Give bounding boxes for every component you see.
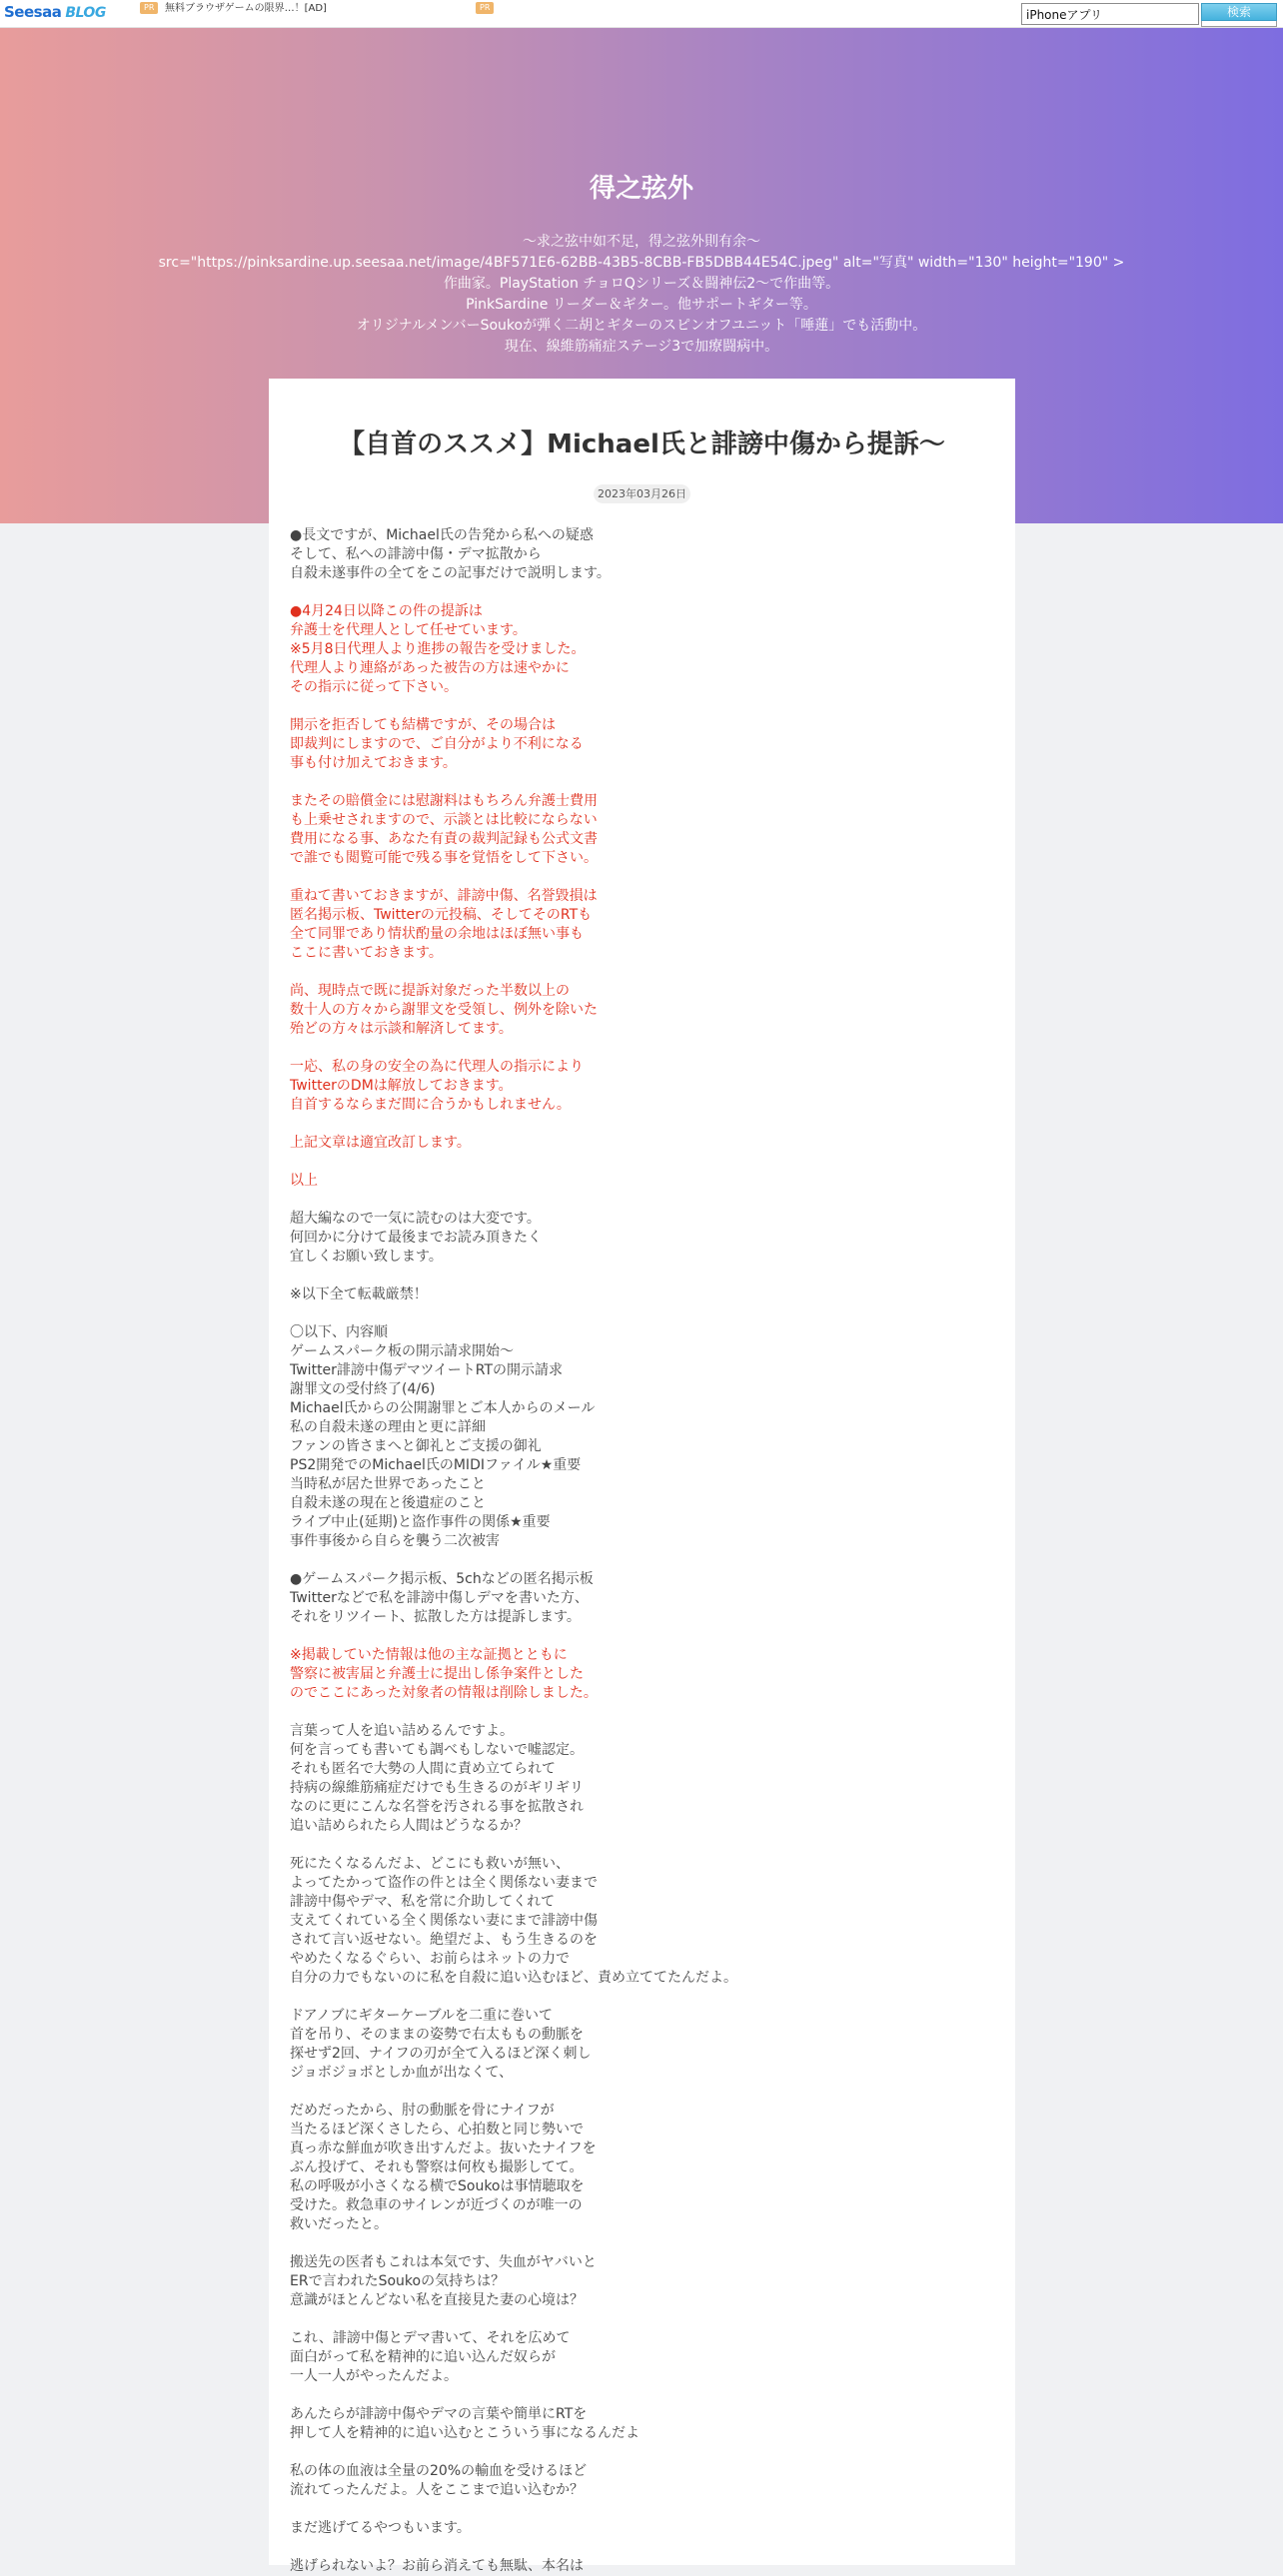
article-text-line: 受けた。救急車のサイレンが近づくのが唯一の — [290, 2197, 583, 2213]
article-text-line: 私の呼吸が小さくなる横でSoukoは事情聴取を — [290, 2178, 585, 2194]
article-text-line: 流れてったんだよ。人をここまで追い込むか？ — [290, 2482, 584, 2498]
article-text-line: だめだったから、肘の動脈を骨にナイフが — [290, 2103, 555, 2119]
article-text-line: まだ逃げてるやつもいます。 — [290, 2520, 471, 2536]
article-text-line: ●長文ですが、Michael氏の告発から私への疑惑 — [290, 527, 594, 543]
article-text-line: 持病の線維筋痛症だけでも生きるのがギリギリ — [290, 1780, 584, 1796]
paragraph-break — [290, 868, 989, 887]
article-text-line: ジョボジョボとしか血が出なくて、 — [290, 2065, 514, 2081]
article-text-line: 何を言っても書いても調べもしないで嘘認定。 — [290, 1742, 584, 1758]
article-text-line: 以上 — [290, 1173, 318, 1189]
paragraph-break — [290, 1115, 989, 1134]
ad-link[interactable]: 無料ブラウザゲームの限界…！[AD] — [165, 3, 327, 14]
paragraph-break — [290, 1988, 989, 2007]
article-text-line: のでここにあった対象者の情報は削除しました。 — [290, 1685, 598, 1701]
article-text-line: よってたかって盗作の件とは全く関係ない妻まで — [290, 1875, 598, 1891]
article-text-line: ●ゲームスパーク掲示板、5chなどの匿名掲示板 — [290, 1571, 594, 1587]
article-text-line: 私の自殺未遂の理由と更に詳細 — [290, 1419, 486, 1435]
article-text-line: それも匿名で大勢の人間に責め立てられて — [290, 1761, 556, 1777]
paragraph-break — [290, 583, 989, 602]
blog-description-line: src="https://pinksardine.up.seesaa.net/image/4BF571E6-62BB-43B5-8CBB-FB5DBB44E54C.jpeg" alt="写真" width="130" height="190" > — [158, 255, 1125, 271]
article-text-line: 搬送先の医者もこれは本気です、失血がヤバいと — [290, 2254, 597, 2270]
article-text-line: 自殺未遂事件の全てをこの記事だけで説明します。 — [290, 565, 611, 581]
article-text-line: ドアノブにギターケーブルを二重に巻いて — [290, 2008, 554, 2024]
logo-main-text: Seesaa — [4, 3, 62, 21]
article-text-line: 自殺未遂の現在と後遺症のこと — [290, 1495, 486, 1511]
paragraph-break — [290, 1039, 989, 1058]
paragraph-break — [290, 1153, 989, 1172]
logo-sub-text: BLOG — [65, 5, 106, 21]
paragraph-break — [290, 1836, 989, 1855]
article-text-line: ここに書いておきます。 — [290, 945, 443, 961]
article-text-line: 全て同罪であり情状酌量の余地はほぼ無い事も — [290, 926, 584, 942]
blog-title[interactable]: 得之弦外 — [589, 174, 693, 204]
article-text-line: 警察に被害届と弁護士に提出し係争案件とした — [290, 1666, 584, 1682]
article-title[interactable]: 【自首のススメ】Michael氏と誹謗中傷から提訴〜 — [339, 429, 945, 459]
article-text-line: 追い詰められたら人間はどうなるか？ — [290, 1818, 528, 1834]
article-text-line: 一応、私の身の安全の為に代理人の指示により — [290, 1059, 584, 1075]
article-text-line: 救いだったと。 — [290, 2216, 388, 2232]
article-text-line: それをリツイート、拡散した方は提訴します。 — [290, 1609, 581, 1625]
article-text-line: その指示に従って下さい。 — [290, 679, 458, 695]
article-text-line: 自首するならまだ間に合うかもしれません。 — [290, 1097, 571, 1113]
article-text-line: されて言い返せない。絶望だよ、もう生きるのを — [290, 1932, 598, 1948]
article-text-line: あんたらが誹謗中傷やデマの言葉や簡単にRTを — [290, 2406, 588, 2422]
article-text-line: 尚、現時点で既に提訴対象だった半数以上の — [290, 983, 570, 999]
article-text-line: ぶん投げて、それも警察は何枚も撮影してて。 — [290, 2159, 584, 2175]
search-input[interactable] — [1021, 3, 1199, 25]
article-text-line: 逃げられないよ？お前ら消えても無駄、本名は — [290, 2558, 584, 2574]
article-text-line: またその賠償金には慰謝料はもちろん弁護士費用 — [290, 793, 598, 809]
article-text-line: なのに更にこんな名誉を汚される事を拡散され — [290, 1799, 584, 1815]
paragraph-break — [290, 1191, 989, 1210]
article-text-line: で誰でも閲覧可能で残る事を覚悟をして下さい。 — [290, 850, 598, 866]
article-text-line: 何回かに分けて最後までお読み頂きたく — [290, 1230, 542, 1246]
article-text-line: Twitterなどで私を誹謗中傷しデマを書いた方、 — [290, 1590, 589, 1606]
article-text-line: 殆どの方々は示談和解済してます。 — [290, 1021, 513, 1037]
paragraph-break — [290, 773, 989, 792]
article-text-line: 即裁判にしますので、ご自分がより不利になる — [290, 736, 584, 752]
blog-description-line: オリジナルメンバーSoukoが弾く二胡とギターのスピンオフユニット「唾蓮」でも活動中。 — [356, 318, 927, 334]
paragraph-break — [290, 2538, 989, 2557]
article-text-line: ERで言われたSoukoの気持ちは？ — [290, 2273, 506, 2289]
article-text-line: 事も付け加えておきます。 — [290, 755, 457, 771]
paragraph-break — [290, 1551, 989, 1570]
pr-badge-2: PR — [476, 2, 494, 14]
blog-description-line: PinkSardine リーダー＆ギター。他サポートギター等。 — [466, 297, 817, 313]
article-text-line: 探せず2回、ナイフの刃が全て入るほど深く刺し — [290, 2046, 592, 2062]
article-text-line: 真っ赤な鮮血が吹き出すんだよ。抜いたナイフを — [290, 2141, 597, 2156]
article-text-line: 費用になる事、あなた有責の裁判記録も公式文書 — [290, 831, 598, 847]
article-text-line: Michael氏からの公開謝罪とご本人からのメール — [290, 1400, 596, 1416]
article-text-line: 宜しくお願い致します。 — [290, 1249, 443, 1265]
article-text-line: 重ねて書いておきますが、誹謗中傷、名誉毀損は — [290, 888, 598, 904]
paragraph-break — [290, 2310, 989, 2329]
article-text-line: ファンの皆さまへと御礼とご支援の御礼 — [290, 1438, 542, 1454]
paragraph-break — [290, 2443, 989, 2462]
blog-description — [0, 232, 1283, 358]
article-text-line: 首を吊り、そのままの姿勢で右太ももの動脈を — [290, 2027, 584, 2043]
article-text-line: 押して人を精神的に追い込むとこういう事になるんだよ — [290, 2425, 640, 2441]
article-text-line: 開示を拒否しても結構ですが、その場合は — [290, 717, 556, 733]
article-text-line: 意識がほとんどない私を直接見た妻の心境は？ — [290, 2292, 584, 2308]
article-text-line: 誹謗中傷やデマ、私を常に介助してくれて — [290, 1894, 556, 1910]
article-text-line: Twitter誹謗中傷デマツイートRTの開示請求 — [290, 1362, 564, 1378]
article-text-line: 超大編なので一気に読むのは大変です。 — [290, 1211, 541, 1227]
article-text-line: 面白がって私を精神的に追い込んだ奴らが — [290, 2349, 556, 2365]
blog-description-line: 現在、線維筋痛症ステージ3で加療闘病中。 — [504, 339, 779, 355]
article-text-line: ●4月24日以降この件の提訴は — [290, 603, 483, 619]
article-text-line: 私の体の血液は全量の20%の輸血を受けるほど — [290, 2463, 588, 2479]
article-text-line: 数十人の方々から謝罪文を受領し、例外を除いた — [290, 1002, 598, 1018]
article-text-line: 事件事後から自らを襲う二次被害 — [290, 1533, 500, 1549]
search-button[interactable]: 検索 — [1201, 3, 1277, 21]
article-text-line: 上記文章は適宜改訂します。 — [290, 1135, 471, 1151]
blog-description-line: 〜求之弦中如不足，得之弦外則有余〜 — [523, 234, 760, 250]
paragraph-break — [290, 2234, 989, 2253]
top-bar — [0, 0, 1283, 28]
article-text-line: ※以下全て転載厳禁！ — [290, 1287, 428, 1302]
article-date: 2023年03月26日 — [594, 484, 690, 503]
article-text-line: PS2開発でのMichael氏のMIDIファイル★重要 — [290, 1457, 582, 1473]
article-text-line: ゲームスパーク板の開示請求開始〜 — [290, 1343, 514, 1359]
paragraph-break — [290, 2500, 989, 2519]
pr-badge: PR — [140, 2, 158, 14]
article-text-line: 当たるほど深くさしたら、心拍数と同じ勢いで — [290, 2122, 584, 2138]
article-text-line: 支えてくれている全く関係ない妻にまで誹謗中傷 — [290, 1913, 598, 1929]
article-text-line: 自分の力でもないのに私を自殺に追い込むほど、責め立ててたんだよ。 — [290, 1970, 737, 1986]
article-text-line: 一人一人がやったんだよ。 — [290, 2368, 458, 2384]
article-text-line: ※5月8日代理人より進捗の報告を受けました。 — [290, 641, 586, 657]
article-text-line: 代理人より連絡があった被告の方は速やかに — [290, 660, 570, 676]
article-body — [290, 526, 989, 2576]
article-text-line: ※掲載していた情報は他の主な証拠とともに — [290, 1647, 568, 1663]
paragraph-break — [290, 2386, 989, 2405]
article-text-line: TwitterのDMは解放しておきます。 — [290, 1078, 513, 1094]
article-card — [269, 379, 1015, 2574]
blog-description-line: 作曲家。PlayStation チョロQシリーズ＆闘神伝2〜で作曲等。 — [443, 276, 840, 292]
paragraph-break — [290, 697, 989, 716]
article-text-line: ライブ中止(延期)と盗作事件の関係★重要 — [290, 1514, 551, 1530]
paragraph-break — [290, 2083, 989, 2102]
article-text-line: そして、私への誹謗中傷・デマ拡散から — [290, 546, 542, 562]
article-text-line: これ、誹謗中傷とデマ書いて、それを広めて — [290, 2330, 571, 2346]
paragraph-break — [290, 1627, 989, 1646]
article-text-line: も上乗せされますので、示談とは比較にならない — [290, 812, 598, 828]
paragraph-break — [290, 1304, 989, 1323]
paragraph-break — [290, 1703, 989, 1722]
article-text-line: やめたくなるぐらい、お前らはネットの力で — [290, 1951, 570, 1967]
article-text-line: 言葉って人を追い詰めるんですよ。 — [290, 1723, 514, 1739]
article-text-line: 死にたくなるんだよ、どこにも救いが無い、 — [290, 1856, 570, 1872]
article-text-line: 当時私が居た世界であったこと — [290, 1476, 486, 1492]
seesaa-blog-logo[interactable] — [4, 3, 106, 23]
article-text-line: 匿名掲示板、Twitterの元投稿、そしてそのRTも — [290, 907, 593, 923]
article-text-line: 謝罪文の受付終了(4/6) — [290, 1381, 436, 1397]
paragraph-break — [290, 963, 989, 982]
article-text-line: 〇以下、内容順 — [290, 1324, 388, 1340]
article-text-line: 弁護士を代理人として任せています。 — [290, 622, 527, 638]
paragraph-break — [290, 1267, 989, 1286]
search-options-box — [1201, 21, 1277, 27]
